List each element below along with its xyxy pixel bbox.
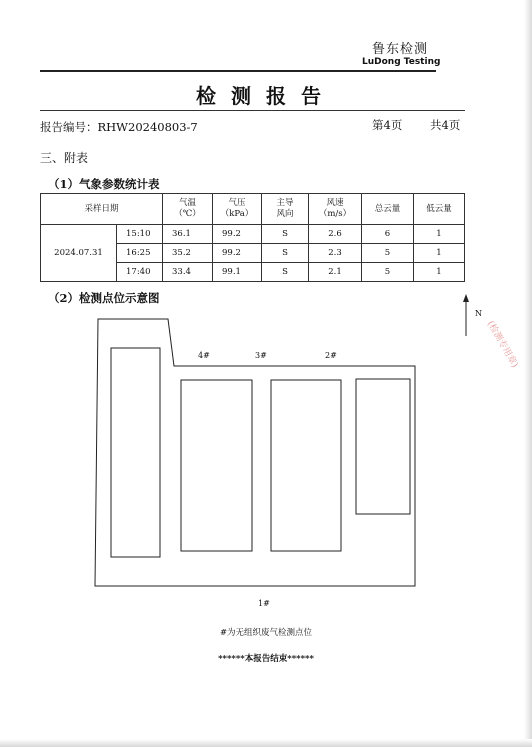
wind-direction-cell: S (262, 263, 309, 282)
header-text: 气温 (179, 198, 197, 208)
building-1 (111, 348, 160, 557)
wind-speed-cell: 2.6 (309, 225, 362, 244)
header-sampling-date: 采样日期 (41, 194, 163, 225)
building-2 (181, 380, 252, 551)
header-unit: （kPa） (220, 209, 254, 219)
report-title: 检测报告 (196, 84, 336, 108)
building-4 (356, 379, 410, 514)
header-low-cloud: 低云量 (414, 194, 465, 225)
page-total: 共4页 (430, 118, 461, 132)
report-end-marker: ******本报告结束****** (218, 654, 314, 664)
sampling-date-cell: 2024.07.31 (41, 225, 117, 282)
seal-stamp: (检测专用章) (484, 319, 520, 370)
low-cloud-cell: 1 (414, 225, 465, 244)
wind-speed-cell: 2.1 (309, 263, 362, 282)
total-cloud-cell: 6 (362, 225, 414, 244)
pressure-cell: 99.2 (213, 244, 262, 263)
site-map-title: （2）检测点位示意图 (48, 291, 160, 305)
section-title: 三、附表 (40, 151, 89, 165)
time-cell: 16:25 (117, 244, 163, 263)
temperature-cell: 35.2 (163, 244, 213, 263)
temperature-cell: 33.4 (163, 263, 213, 282)
pressure-cell: 99.2 (213, 225, 262, 244)
temperature-cell: 36.1 (163, 225, 213, 244)
map-footnote: #为无组织废气检测点位 (219, 628, 313, 638)
company-name-en: LuDong Testing (362, 57, 441, 67)
company-name-cn: 鲁东检测 (372, 42, 429, 57)
low-cloud-cell: 1 (414, 244, 465, 263)
total-cloud-cell: 5 (362, 263, 414, 282)
building-3 (271, 380, 341, 551)
time-cell: 15:10 (117, 225, 163, 244)
header-text: 风向 (276, 209, 294, 219)
monitoring-point-4: 4# (198, 351, 210, 360)
report-number: 报告编号：RHW20240803-7 (40, 120, 198, 134)
monitoring-point-3: 3# (255, 351, 267, 360)
header-unit: （m/s） (318, 209, 352, 219)
header-total-cloud: 总云量 (362, 194, 414, 225)
low-cloud-cell: 1 (414, 263, 465, 282)
monitoring-point-1: 1# (258, 599, 270, 608)
header-text: 风速 (326, 198, 344, 208)
pressure-cell: 99.1 (213, 263, 262, 282)
monitoring-point-2: 2# (325, 351, 337, 360)
page-number: 第4页 (372, 118, 403, 132)
wind-speed-cell: 2.3 (309, 244, 362, 263)
north-label: N (475, 309, 482, 318)
wind-direction-cell: S (262, 225, 309, 244)
time-cell: 17:40 (117, 263, 163, 282)
header-text: 气压 (228, 198, 246, 208)
weather-table-title: （1）气象参数统计表 (48, 177, 160, 191)
header-text: 主导 (276, 198, 294, 208)
header-unit: （℃） (174, 209, 201, 219)
north-arrow-icon (463, 294, 469, 336)
total-cloud-cell: 5 (362, 244, 414, 263)
wind-direction-cell: S (262, 244, 309, 263)
